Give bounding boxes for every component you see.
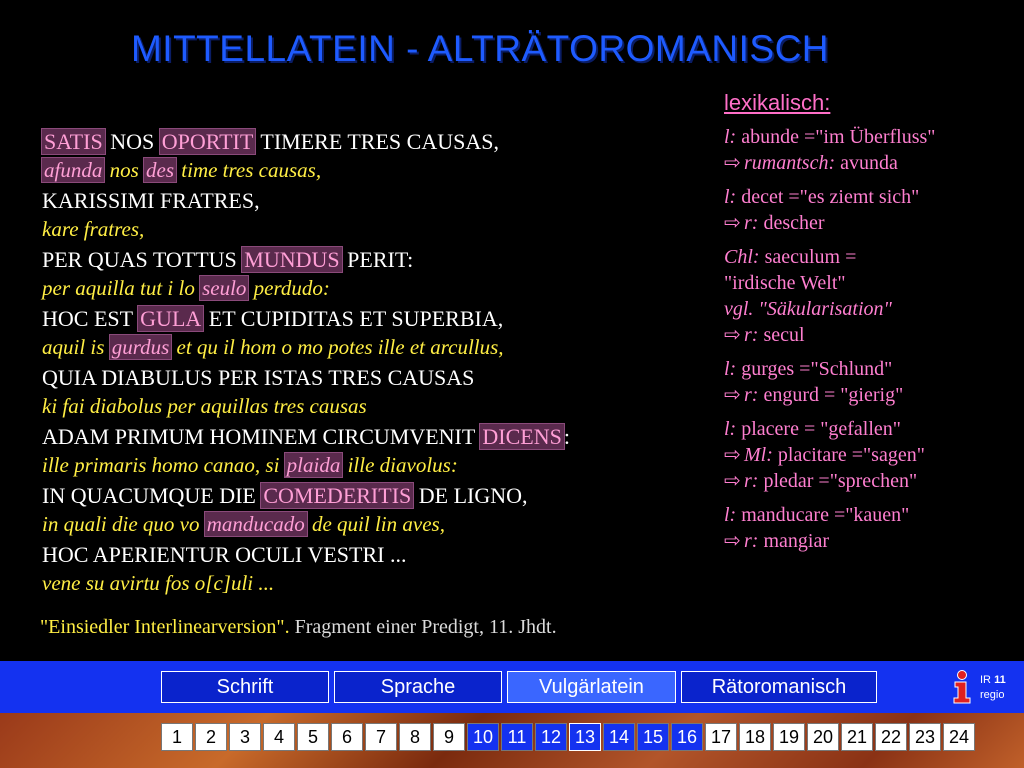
verse-pair bbox=[42, 364, 722, 420]
text-segment: HOC APERIENTUR OCULI VESTRI ... bbox=[42, 542, 407, 567]
romansh-line bbox=[42, 451, 722, 479]
page-link[interactable]: 1 bbox=[161, 723, 193, 751]
text-segment: DE LIGNO, bbox=[413, 483, 528, 508]
highlighted-word: afunda bbox=[44, 158, 103, 182]
text-segment: time tres causas, bbox=[176, 158, 322, 182]
lexical-source: rumantsch: bbox=[744, 152, 836, 174]
lexical-heading: lexikalisch: bbox=[724, 90, 831, 115]
page-link[interactable]: 24 bbox=[943, 723, 975, 751]
verse-pair bbox=[42, 128, 722, 184]
verse-pair bbox=[42, 246, 722, 302]
highlighted-word: OPORTIT bbox=[161, 129, 254, 154]
text-segment: aquil is bbox=[42, 335, 110, 359]
nav-button-schrift[interactable]: Schrift bbox=[161, 671, 329, 703]
arrow-icon: ⇨ bbox=[724, 384, 741, 406]
page-link[interactable]: 6 bbox=[331, 723, 363, 751]
lexical-row bbox=[724, 124, 1014, 150]
lexical-source: l: bbox=[724, 186, 737, 208]
page-link[interactable]: 17 bbox=[705, 723, 737, 751]
text-segment: nos bbox=[104, 158, 145, 182]
lexical-text: avunda bbox=[835, 152, 898, 174]
text-segment: vene su avirtu fos o[c]uli ... bbox=[42, 571, 275, 595]
text-segment: KARISSIMI FRATRES, bbox=[42, 188, 260, 213]
lexical-row bbox=[724, 296, 1014, 322]
text-segment: ADAM PRIMUM HOMINEM CIRCUMVENIT bbox=[42, 424, 481, 449]
source-caption bbox=[40, 616, 557, 639]
latin-line bbox=[42, 482, 722, 510]
regio-label: regio bbox=[980, 689, 1005, 701]
lexical-row bbox=[724, 356, 1014, 382]
lexical-row bbox=[724, 244, 1014, 270]
text-segment: NOS bbox=[104, 129, 160, 154]
lexical-entry bbox=[724, 124, 1014, 176]
ir-label: IR bbox=[980, 674, 991, 686]
highlighted-word: plaida bbox=[286, 453, 341, 477]
latin-line bbox=[42, 246, 722, 274]
lexical-source: l: bbox=[724, 126, 737, 148]
page-link[interactable]: 4 bbox=[263, 723, 295, 751]
highlighted-word: MUNDUS bbox=[244, 247, 340, 272]
highlighted-word: manducado bbox=[206, 512, 305, 536]
text-segment: PER QUAS TOTTUS bbox=[42, 247, 243, 272]
nav-button-sprache[interactable]: Sprache bbox=[334, 671, 502, 703]
info-icon[interactable] bbox=[949, 670, 975, 704]
text-segment: ille diavolus: bbox=[342, 453, 458, 477]
text-segment: ET CUPIDITAS ET SUPERBIA, bbox=[203, 306, 504, 331]
lexical-text: secul bbox=[758, 324, 805, 346]
lexical-text: "irdische Welt" bbox=[724, 272, 846, 294]
page-link[interactable]: 16 bbox=[671, 723, 703, 751]
highlighted-word: gurdus bbox=[111, 335, 170, 359]
lexical-text: placere = "gefallen" bbox=[736, 418, 901, 440]
lexical-entry bbox=[724, 356, 1014, 408]
latin-line bbox=[42, 541, 722, 569]
page-link[interactable]: 2 bbox=[195, 723, 227, 751]
text-segment: HOC EST bbox=[42, 306, 139, 331]
lexical-source: Ml: bbox=[744, 444, 773, 466]
lexical-text: pledar ="sprechen" bbox=[758, 470, 918, 492]
page-link[interactable]: 22 bbox=[875, 723, 907, 751]
latin-line bbox=[42, 187, 722, 215]
text-segment: per aquilla tut i lo bbox=[42, 276, 201, 300]
page-link[interactable]: 5 bbox=[297, 723, 329, 751]
arrow-icon: ⇨ bbox=[724, 152, 741, 174]
page-link[interactable]: 21 bbox=[841, 723, 873, 751]
romansh-line bbox=[42, 569, 722, 597]
text-segment: et qu il hom o mo potes ille et arcullus, bbox=[171, 335, 504, 359]
arrow-icon: ⇨ bbox=[724, 212, 741, 234]
romansh-line bbox=[42, 333, 722, 361]
verse-pair bbox=[42, 541, 722, 597]
ir-regio-label[interactable] bbox=[980, 673, 1006, 703]
ir-number: 11 bbox=[994, 674, 1006, 686]
lexical-row bbox=[724, 210, 1014, 236]
page-link[interactable]: 20 bbox=[807, 723, 839, 751]
lexical-row bbox=[724, 468, 1014, 494]
arrow-icon: ⇨ bbox=[724, 444, 741, 466]
highlighted-word: GULA bbox=[140, 306, 202, 331]
romansh-line bbox=[42, 215, 722, 243]
highlighted-word: DICENS bbox=[482, 424, 562, 449]
page-link[interactable]: 14 bbox=[603, 723, 635, 751]
lexical-source: r: bbox=[744, 212, 759, 234]
lexical-source: vgl. "Säkularisation" bbox=[724, 298, 892, 320]
lexical-source: r: bbox=[744, 384, 759, 406]
lexical-text: abunde ="im Überfluss" bbox=[736, 126, 936, 148]
lexical-row bbox=[724, 270, 1014, 296]
page-link[interactable]: 12 bbox=[535, 723, 567, 751]
page-link[interactable]: 13 bbox=[569, 723, 601, 751]
text-segment: IN QUACUMQUE DIE bbox=[42, 483, 262, 508]
lexical-row bbox=[724, 528, 1014, 554]
lexical-text: engurd = "gierig" bbox=[758, 384, 904, 406]
page-link[interactable]: 11 bbox=[501, 723, 533, 751]
page-link[interactable]: 19 bbox=[773, 723, 805, 751]
lexical-source: r: bbox=[744, 470, 759, 492]
lexical-text: decet ="es ziemt sich" bbox=[736, 186, 920, 208]
lexical-source: Chl: bbox=[724, 246, 760, 268]
romansh-line bbox=[42, 510, 722, 538]
lexical-row bbox=[724, 184, 1014, 210]
page-navigation bbox=[161, 723, 977, 751]
lexical-notes bbox=[724, 90, 1014, 562]
text-segment: TIMERE TRES CAUSAS, bbox=[255, 129, 499, 154]
verse-pair bbox=[42, 187, 722, 243]
page-link[interactable]: 15 bbox=[637, 723, 669, 751]
lexical-entry bbox=[724, 244, 1014, 348]
lexical-text: placitare ="sagen" bbox=[772, 444, 925, 466]
text-segment: QUIA DIABULUS PER ISTAS TRES CAUSAS bbox=[42, 365, 475, 390]
lexical-row bbox=[724, 322, 1014, 348]
nav-button-vulgärlatein[interactable]: Vulgärlatein bbox=[507, 671, 676, 703]
lexical-text: manducare ="kauen" bbox=[736, 504, 910, 526]
lexical-entry bbox=[724, 416, 1014, 494]
text-segment: ille primaris homo canao, si bbox=[42, 453, 285, 477]
romansh-line bbox=[42, 392, 722, 420]
lexical-source: r: bbox=[744, 324, 759, 346]
page-link[interactable]: 8 bbox=[399, 723, 431, 751]
text-segment: PERIT: bbox=[341, 247, 414, 272]
verse-pair bbox=[42, 423, 722, 479]
text-segment: de quil lin aves, bbox=[306, 512, 445, 536]
latin-line bbox=[42, 305, 722, 333]
latin-line bbox=[42, 364, 722, 392]
page-link[interactable]: 7 bbox=[365, 723, 397, 751]
caption-description: Fragment einer Predigt, 11. Jhdt. bbox=[289, 616, 557, 638]
text-segment: ki fai diabolus per aquillas tres causas bbox=[42, 394, 367, 418]
verse-pair bbox=[42, 305, 722, 361]
page-link[interactable]: 18 bbox=[739, 723, 771, 751]
text-segment: in quali die quo vo bbox=[42, 512, 205, 536]
lexical-text: saeculum = bbox=[759, 246, 857, 268]
lexical-row bbox=[724, 382, 1014, 408]
lexical-row bbox=[724, 442, 1014, 468]
interlinear-text bbox=[42, 128, 722, 600]
text-segment: perdudo: bbox=[248, 276, 330, 300]
lexical-text: mangiar bbox=[758, 530, 829, 552]
page-link[interactable]: 9 bbox=[433, 723, 465, 751]
romansh-line bbox=[42, 156, 722, 184]
lexical-source: l: bbox=[724, 504, 737, 526]
lexical-text: descher bbox=[758, 212, 825, 234]
lexical-source: l: bbox=[724, 418, 737, 440]
page-link[interactable]: 10 bbox=[467, 723, 499, 751]
lexical-text: gurges ="Schlund" bbox=[736, 358, 893, 380]
lexical-source: r: bbox=[744, 530, 759, 552]
latin-line bbox=[42, 423, 722, 451]
romansh-line bbox=[42, 274, 722, 302]
text-segment: : bbox=[563, 424, 570, 449]
verse-pair bbox=[42, 482, 722, 538]
arrow-icon: ⇨ bbox=[724, 530, 741, 552]
lexical-row bbox=[724, 150, 1014, 176]
highlighted-word: des bbox=[146, 158, 175, 182]
page-link[interactable]: 3 bbox=[229, 723, 261, 751]
latin-line bbox=[42, 128, 722, 156]
lexical-entry bbox=[724, 184, 1014, 236]
page-title: MITTELLATEIN - ALTRÄTOROMANISCH bbox=[130, 28, 830, 69]
highlighted-word: SATIS bbox=[44, 129, 103, 154]
arrow-icon: ⇨ bbox=[724, 324, 741, 346]
text-segment: kare fratres, bbox=[42, 217, 145, 241]
highlighted-word: COMEDERITIS bbox=[263, 483, 412, 508]
caption-source-name: "Einsiedler Interlinearversion". bbox=[40, 616, 290, 638]
nav-button-rätoromanisch[interactable]: Rätoromanisch bbox=[681, 671, 877, 703]
highlighted-word: seulo bbox=[202, 276, 247, 300]
lexical-row bbox=[724, 416, 1014, 442]
lexical-row bbox=[724, 502, 1014, 528]
arrow-icon: ⇨ bbox=[724, 470, 741, 492]
lexical-source: l: bbox=[724, 358, 737, 380]
lexical-entry bbox=[724, 502, 1014, 554]
page-link[interactable]: 23 bbox=[909, 723, 941, 751]
